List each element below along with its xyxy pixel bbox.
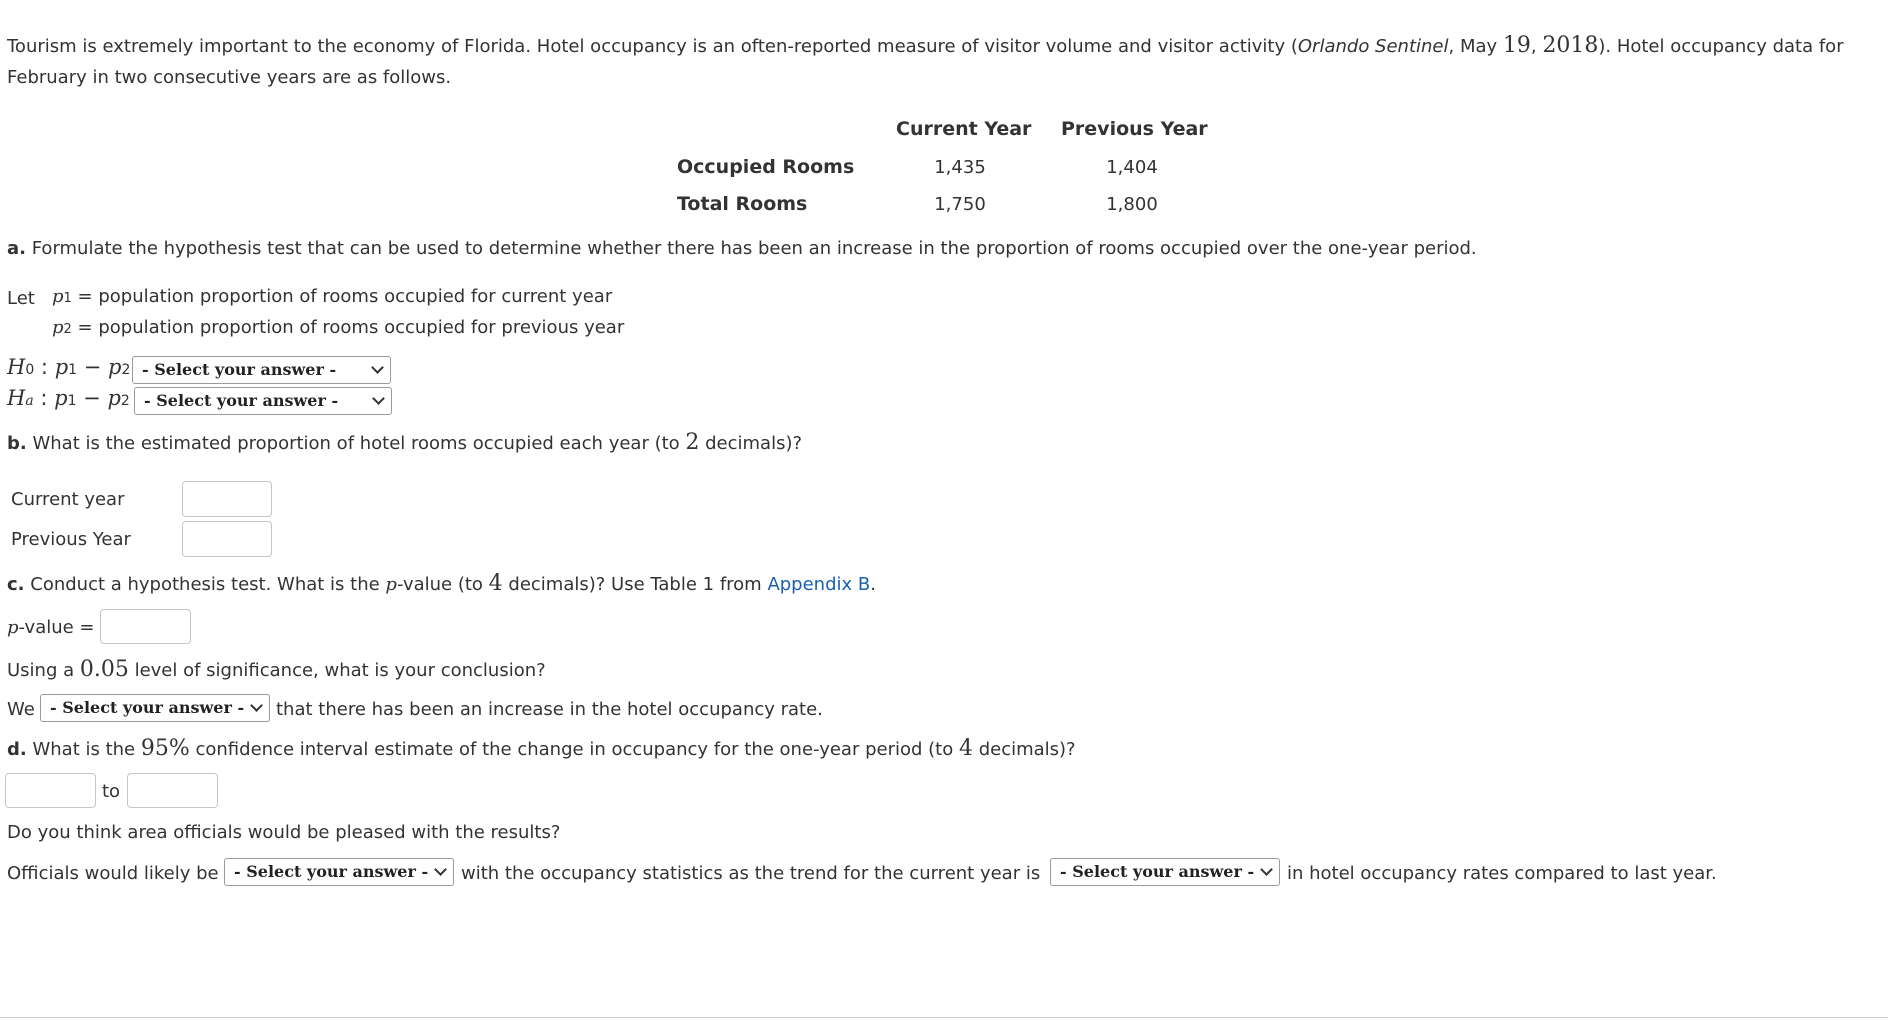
appendix-b-link[interactable]: Appendix B xyxy=(767,574,871,595)
previous-year-label: Previous Year xyxy=(11,529,131,550)
part-b-question: b. What is the estimated proportion of hotel rooms occupied each year (to 2 decimals)? xyxy=(7,430,803,455)
chevron-down-icon xyxy=(372,392,385,405)
to-label: to xyxy=(102,781,121,802)
chevron-down-icon xyxy=(371,361,384,374)
current-year-input[interactable] xyxy=(182,481,272,517)
trend-select[interactable]: - Select your answer - xyxy=(1050,858,1280,886)
h0-select[interactable]: - Select your answer - xyxy=(132,356,391,384)
table-row-label: Occupied Rooms xyxy=(677,156,855,178)
significance-question: Using a 0.05 level of significance, what is your conclusion? xyxy=(7,657,546,682)
ci-lower-input[interactable] xyxy=(5,773,96,808)
chevron-down-icon xyxy=(1260,863,1273,876)
pleased-question: Do you think area officials would be pleased with the results? xyxy=(7,822,561,843)
we-label: We xyxy=(7,699,35,720)
chevron-down-icon xyxy=(434,863,447,876)
bottom-divider xyxy=(0,1017,1888,1018)
table-header-current-year: Current Year xyxy=(896,118,1032,140)
pvalue-label: p-value = xyxy=(7,617,95,638)
source-name: Orlando Sentinel xyxy=(1297,36,1449,57)
current-year-label: Current year xyxy=(11,489,125,510)
table-cell: 1,800 xyxy=(1106,194,1158,215)
table-cell: 1,750 xyxy=(934,194,986,215)
ha-hypothesis: Ha : p1 − p2 xyxy=(7,386,130,410)
part-d-question: d. What is the 95% confidence interval estimate of the change in occupancy for the one-year period (to 4 decimals)? xyxy=(7,736,1076,761)
p2-definition: p2 = population proportion of rooms occupied for previous year xyxy=(52,317,625,338)
p1-definition: p1 = population proportion of rooms occupied for current year xyxy=(52,286,613,307)
table-cell: 1,404 xyxy=(1106,157,1158,178)
table-header-previous-year: Previous Year xyxy=(1061,118,1208,140)
conclusion-text: that there has been an increase in the hotel occupancy rate. xyxy=(276,699,823,720)
officials-select[interactable]: - Select your answer - xyxy=(224,858,454,886)
h0-hypothesis: H0 : p1 − p2 xyxy=(7,355,131,379)
officials-label: Officials would likely be xyxy=(7,863,219,884)
chevron-down-icon xyxy=(250,699,263,712)
ci-upper-input[interactable] xyxy=(127,773,218,808)
conclusion-select[interactable]: - Select your answer - xyxy=(40,694,270,722)
closing-text: in hotel occupancy rates compared to last year. xyxy=(1287,863,1717,884)
previous-year-input[interactable] xyxy=(182,521,272,557)
part-c-question: c. Conduct a hypothesis test. What is the p-value (to 4 decimals)? Use Table 1 from Appendix B. xyxy=(7,571,876,596)
table-row-label: Total Rooms xyxy=(677,193,808,215)
intro-paragraph: Tourism is extremely important to the economy of Florida. Hotel occupancy is an often-reported measure of visitor volume and visitor activity (Orlando Sentinel, May 19, 2018). Hotel occupancy data for February in two consecutive years are as follows. xyxy=(7,33,1844,88)
pvalue-input[interactable] xyxy=(100,609,191,644)
let-label: Let xyxy=(7,288,35,309)
part-a-question: a. Formulate the hypothesis test that can be used to determine whether there has been an increase in the proportion of rooms occupied over the one-year period. xyxy=(7,238,1477,259)
table-cell: 1,435 xyxy=(934,157,986,178)
ha-select[interactable]: - Select your answer - xyxy=(134,387,392,415)
trend-text: with the occupancy statistics as the trend for the current year is xyxy=(461,863,1041,884)
